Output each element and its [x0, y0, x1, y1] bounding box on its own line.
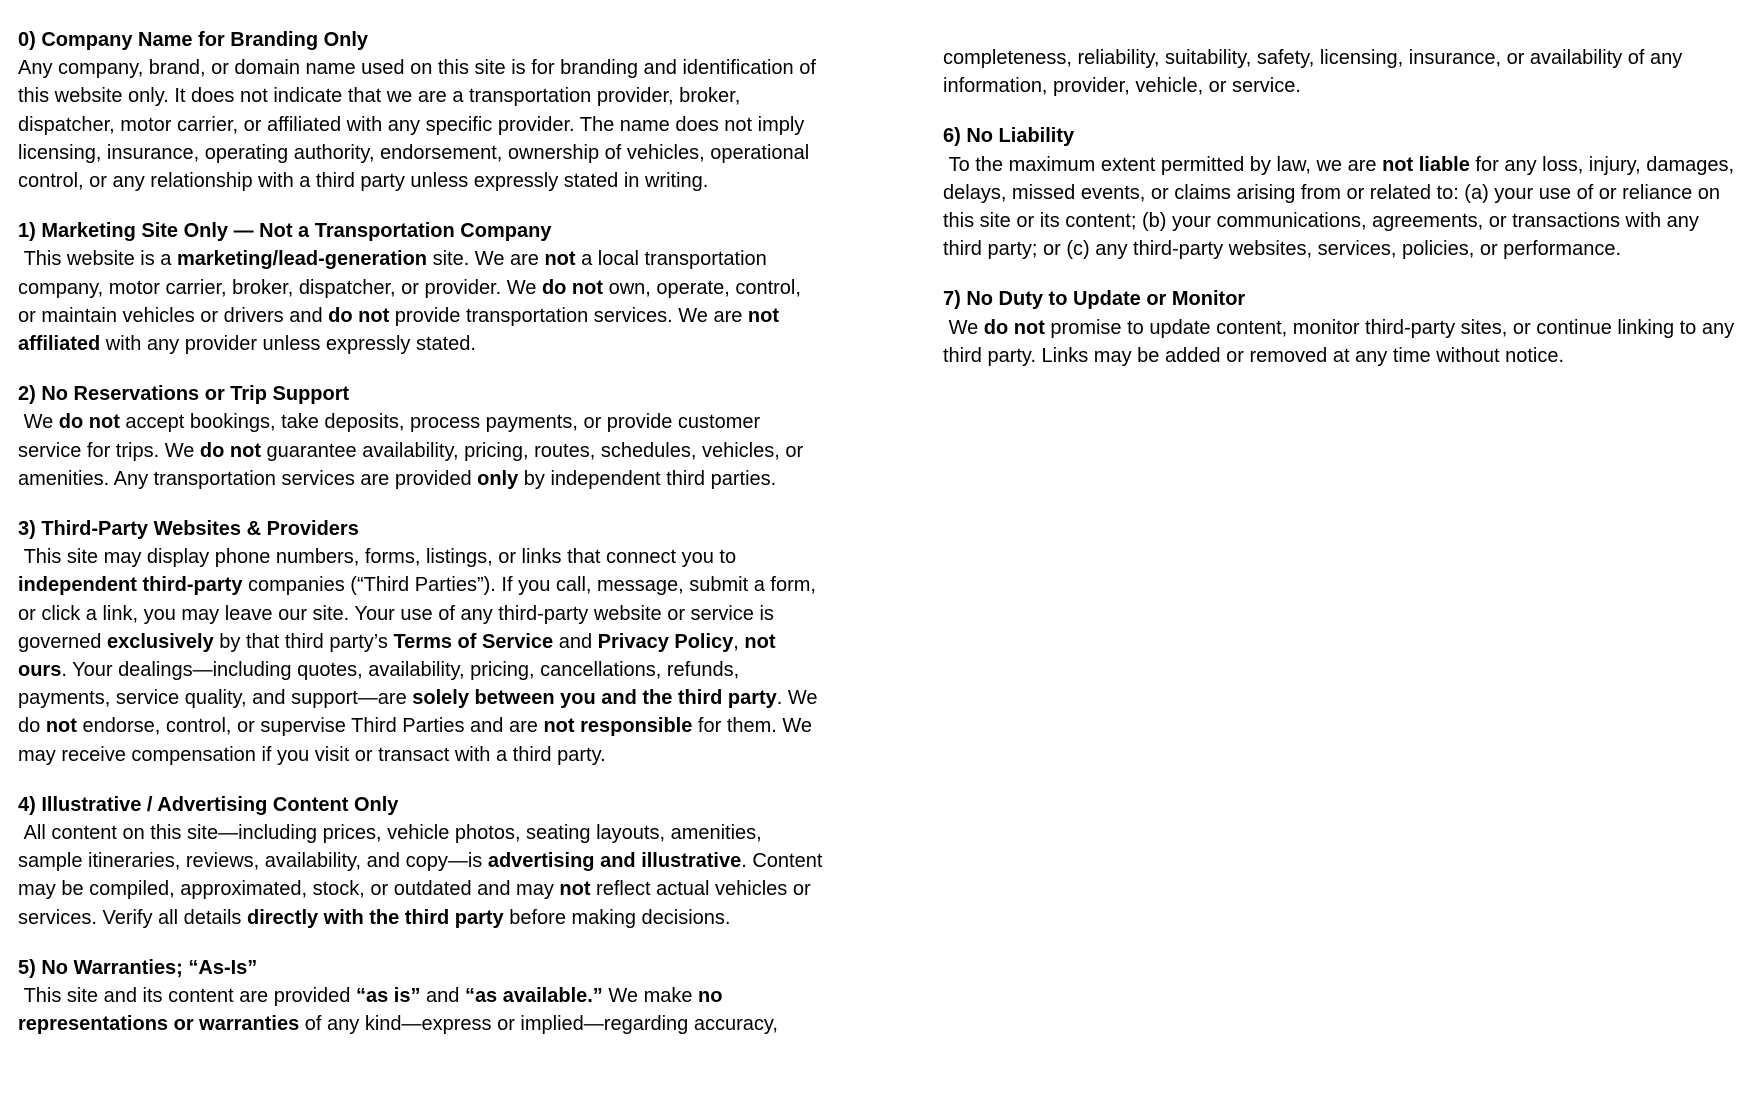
bold-text: “as available.”: [464, 985, 603, 1008]
bold-text: only: [477, 467, 519, 490]
bold-text: advertising and illustrative: [487, 850, 742, 873]
section-paragraph: We do not accept bookings, take deposits, process payments, or provide customer service for trips. We do not guarantee availability, pricing, routes, schedules, vehicles, or amenities. Any transportation services are provided only by independent third parties.: [18, 411, 809, 490]
bold-text: “as is”: [355, 985, 421, 1008]
bold-text: not responsible: [543, 715, 693, 738]
section-paragraph: This website is a marketing/lead-generation site. We are not a local transportation company, motor carrier, broker, dispatcher, or provider. We do not own, operate, control, or maintain vehicles or drivers and do not provide transportation services. We are not affiliated with any provider unless expressly stated.: [18, 248, 807, 356]
disclaimer-section: [18, 217, 824, 358]
bold-text: do not: [983, 316, 1045, 339]
bold-text: not affiliated: [18, 304, 785, 356]
section-continuation: [943, 44, 1740, 100]
bold-text: not ours: [18, 630, 782, 682]
section-paragraph: This site and its content are provided “as is” and “as available.” We make no representations or warranties of any kind—express or implied—regarding accuracy,: [18, 985, 778, 1036]
bold-text: not: [45, 715, 77, 738]
bold-text: do not: [328, 304, 390, 327]
bold-text: do not: [199, 439, 261, 462]
bold-text: Terms of Service: [393, 630, 554, 653]
column-left: [18, 26, 828, 1061]
bold-text: independent third-party: [18, 574, 243, 597]
section-heading: 3) Third-Party Websites & Providers: [18, 518, 359, 541]
section-heading: 7) No Duty to Update or Monitor: [943, 288, 1246, 311]
section-paragraph: We do not promise to update content, monitor third-party sites, or continue linking to any third party. Links may be added or removed at any time without notice.: [943, 316, 1740, 367]
disclaimer-section: [18, 515, 824, 769]
disclaimer-section: [943, 285, 1740, 370]
section-heading: 0) Company Name for Branding Only: [18, 29, 369, 51]
disclaimer-section: [18, 380, 824, 493]
bold-text: Privacy Policy: [597, 630, 734, 653]
bold-text: directly with the third party: [246, 906, 504, 929]
section-paragraph: To the maximum extent permitted by law, we are not liable for any loss, injury, damages, delays, missed events, or claims arising from or related to: (a) your use of or reliance on this site or its content; (b) your communications, agreements, or transactions with any third party; or (c) any third-party websites, services, policies, or performance.: [943, 153, 1740, 261]
section-paragraph: completeness, reliability, suitability, safety, licensing, insurance, or availability of any information, provider, vehicle, or service.: [943, 47, 1688, 98]
section-paragraph: Any company, brand, or domain name used on this site is for branding and identification of this website only. It does not indicate that we are a transportation provider, broker, dispatcher, motor carrier, or affiliated with any specific provider. The name does not imply licensing, insurance, operating authority, endorsement, ownership of vehicles, operational control, or any relationship with a third party unless expressly stated in writing.: [18, 57, 822, 193]
section-heading: 2) No Reservations or Trip Support: [18, 383, 350, 406]
disclaimer-section: [943, 122, 1740, 263]
bold-text: no representations or warranties: [18, 985, 729, 1036]
column-right: [943, 44, 1740, 392]
section-heading: 5) No Warranties; “As-Is”: [18, 956, 258, 979]
bold-text: not: [559, 878, 591, 901]
bold-text: not: [544, 248, 576, 271]
section-paragraph: All content on this site—including prices, vehicle photos, seating layouts, amenities, sample itineraries, reviews, availability, and copy—is advertising and illustrative. Content may be compiled, approximated, stock, or outdated and may not reflect actual vehicles or services. Verify all details directly with the third party before making decisions.: [18, 822, 828, 929]
bold-text: not liable: [1382, 153, 1470, 176]
disclaimer-section: [18, 791, 828, 932]
section-paragraph: This site may display phone numbers, forms, listings, or links that connect you to independent third-party companies (“Third Parties”). If you call, message, submit a form, or click a link, you may leave our site. Your use of any third-party website or service is governed exclusively by that third party’s Terms of Service and Privacy Policy, not ours. Your dealings—including quotes, availability, pricing, cancellations, refunds, payments, service quality, and support—are solely between you and the third party. We do not endorse, control, or supervise Third Parties and are not responsible for them. We may receive compensation if you visit or transact with a third party.: [18, 546, 824, 766]
bold-text: marketing/lead-generation: [176, 248, 428, 271]
section-heading: 6) No Liability: [943, 125, 1075, 148]
bold-text: solely between you and the third party: [412, 687, 777, 710]
bold-text: do not: [58, 411, 120, 434]
section-heading: 4) Illustrative / Advertising Content Only: [18, 793, 399, 816]
section-heading: 1) Marketing Site Only — Not a Transportation Company: [18, 220, 552, 243]
bold-text: do not: [541, 276, 604, 299]
disclaimer-section: [18, 954, 824, 1039]
bold-text: exclusively: [106, 630, 214, 653]
disclaimer-section: [18, 26, 824, 195]
